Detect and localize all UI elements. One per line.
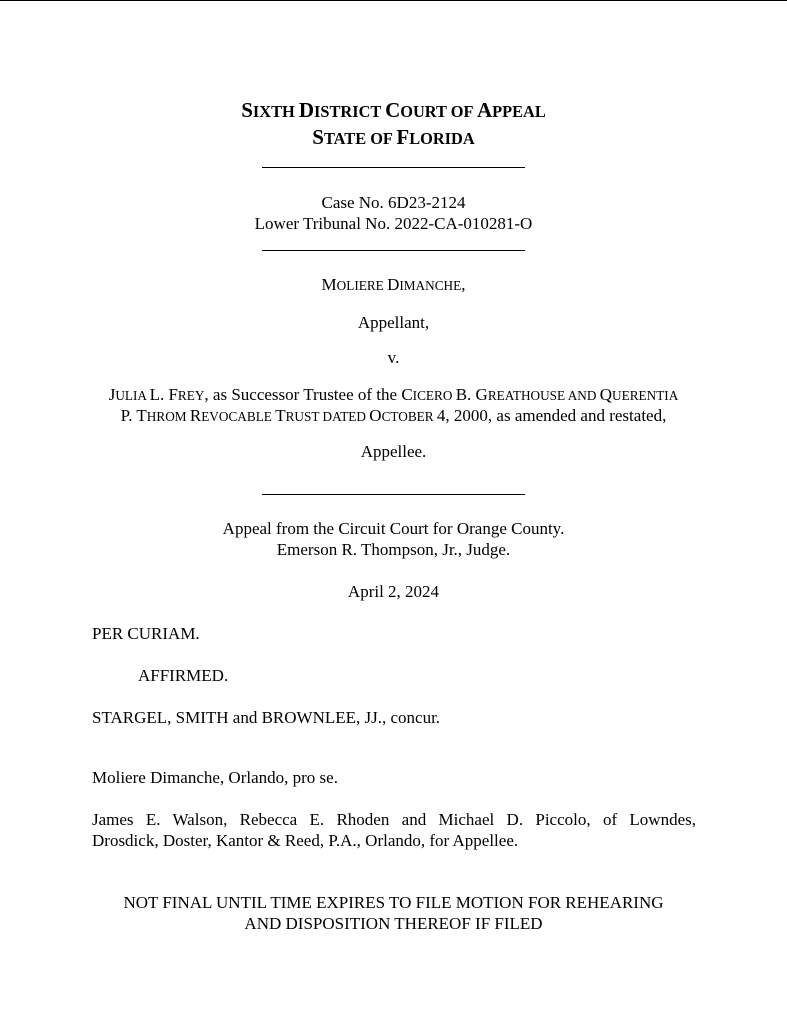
- versus: v.: [387, 348, 400, 367]
- appellee-name-line-1: JULIA L. FREY, as Successor Trustee of the CICERO B. GREATHOUSE AND QUERENTIA: [108, 385, 679, 404]
- disposition: AFFIRMED.: [138, 666, 229, 685]
- per-curiam: PER CURIAM.: [92, 624, 200, 643]
- court-name: SIXTH DISTRICT COURT OF APPEAL: [241, 98, 546, 122]
- divider-rule: [262, 494, 525, 495]
- court-state: STATE OF FLORIDA: [312, 125, 475, 149]
- concurrence: STARGEL, SMITH and BROWNLEE, JJ., concur.: [92, 708, 441, 727]
- appellant-role: Appellant,: [357, 313, 430, 332]
- appeal-from: Appeal from the Circuit Court for Orange County.: [222, 519, 565, 538]
- lower-tribunal-number: Lower Tribunal No. 2022-CA-010281-O: [254, 214, 533, 233]
- appellant-name: MOLIERE DIMANCHE,: [321, 275, 466, 294]
- decision-date: April 2, 2024: [347, 582, 440, 601]
- appellee-name-line-2: P. THROM REVOCABLE TRUST DATED OCTOBER 4, 2000, as amended and restated,: [120, 406, 667, 425]
- trial-judge: Emerson R. Thompson, Jr., Judge.: [276, 540, 511, 559]
- case-number: Case No. 6D23-2124: [321, 193, 466, 212]
- finality-notice-line-1: NOT FINAL UNTIL TIME EXPIRES TO FILE MOTION FOR REHEARING: [123, 893, 664, 912]
- appellee-counsel: James E. Walson, Rebecca E. Rhoden and Michael D. Piccolo, of Lowndes, Drosdick, Doster, Kantor & Reed, P.A., Orlando, for Appellee.: [92, 810, 696, 850]
- finality-notice-line-2: AND DISPOSITION THEREOF IF FILED: [244, 914, 543, 933]
- appellee-role: Appellee.: [360, 442, 427, 461]
- appellant-counsel: Moliere Dimanche, Orlando, pro se.: [92, 768, 338, 787]
- divider-rule: [262, 167, 525, 168]
- divider-rule: [262, 250, 525, 251]
